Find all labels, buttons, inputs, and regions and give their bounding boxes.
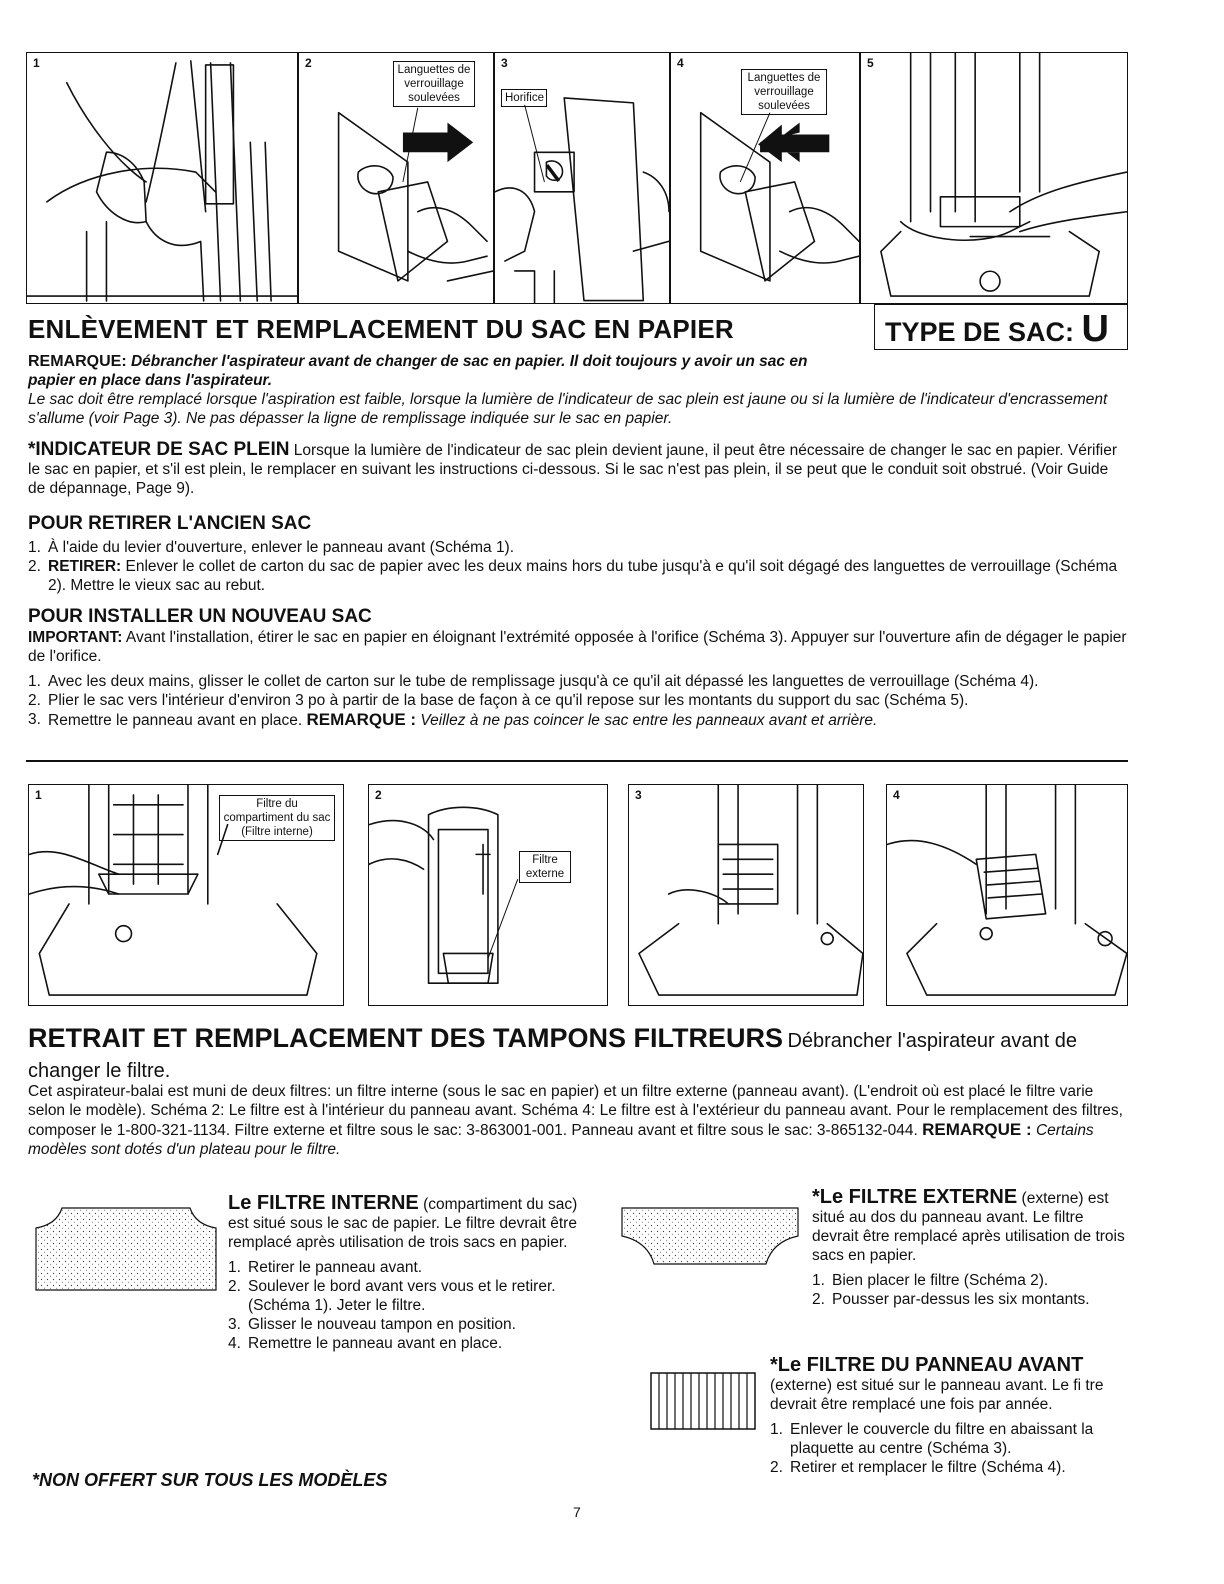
remove-title: POUR RETIRER L'ANCIEN SAC: [28, 513, 312, 534]
important-text: Avant l'installation, étirer le sac en papier en éloignant l'extrémité opposée à l'orifice (Schéma 3). Appuyer sur l'ouverture afin de dégager le papier de l'orifice.: [28, 629, 1127, 665]
figure-number: 2: [375, 788, 382, 802]
list-item: 2. Soulever le bord avant vers vous et le retirer. (Schéma 1). Jeter le filtre.: [228, 1278, 556, 1314]
external-filter-desc: [812, 1188, 1128, 1265]
bag-type-box: [874, 304, 1128, 350]
front-panel-filter-tail: (externe) est situé sur le panneau avant. Le fi tre devrait être remplacé une fois par année.: [770, 1377, 1104, 1413]
bag-removal-illustration: [299, 53, 493, 303]
callout-internal-filter: Filtre du compartiment du sac (Filtre interne): [219, 795, 335, 841]
section-divider: [26, 760, 1128, 762]
figure-bag-5: [860, 52, 1128, 304]
section2-title-tail: Débrancher l'aspirateur avant de changer le filtre.: [28, 1030, 1077, 1082]
figure-bag-3: [494, 52, 670, 304]
list-item: 2. Pousser par-dessus les six montants.: [812, 1291, 1090, 1308]
front-panel-filter-steps: [770, 1420, 1128, 1477]
callout-orifice: Horifice: [501, 89, 547, 107]
front-panel-filter-block: [770, 1356, 1128, 1477]
intro-remark-label: REMARQUE :: [922, 1120, 1032, 1139]
internal-filter-desc: [228, 1194, 600, 1252]
figure-filter-2: [368, 784, 608, 1006]
list-item: 4. Remettre le panneau avant en place.: [228, 1335, 503, 1352]
bag-type-value: U: [1081, 308, 1109, 350]
figure-filter-1: [28, 784, 344, 1006]
bag-install-illustration: [671, 53, 859, 303]
important-block: [28, 628, 1128, 666]
remark-block: [28, 352, 858, 390]
vacuum-illustration: [27, 53, 297, 303]
intro-text: Cet aspirateur-balai est muni de deux filtres: un filtre interne (sous le sac en papier) et un filtre externe (panneau avant). (L'endroit où est placé le filtre varie selon le modèle). Schéma 2: Le filtre est à l'intérieur du panneau avant. Schéma 4: Le filtre est à l'extérieur du panneau avant. Pour le remplacement des filtres, composer le 1-800-321-1134. Filtre externe et filtre sous le sac: 3-863001-001. Panneau avant et filtre sous le sac: 3-865132-044.: [28, 1083, 1123, 1139]
internal-filter-title: Le FILTRE INTERNE: [228, 1192, 419, 1214]
callout-external-filter: Filtre externe: [519, 851, 571, 883]
full-bag-indicator: [28, 440, 1128, 498]
external-filter-block: [812, 1188, 1128, 1309]
list-item: 1. À l'aide du levier d'ouverture, enlever le panneau avant (Schéma 1).: [28, 539, 515, 556]
footnote: *NON OFFERT SUR TOUS LES MODÈLES: [32, 1470, 388, 1490]
list-item: 1. Enlever le couvercle du filtre en abaissant la plaquette au centre (Schéma 3).: [770, 1421, 1094, 1457]
front-panel-filter-illustration: [887, 785, 1127, 1005]
install-title: POUR INSTALLER UN NOUVEAU SAC: [28, 606, 372, 627]
remark-italic: Le sac doit être remplacé lorsque l'aspiration est faible, lorsque la lumière de l'indicateur de sac plein est jaune ou si la lumière de l'indicateur d'encrassement s'allume (voir Page 3). Ne pas dépasser la ligne de remplissage indiquée sur le sac en papier.: [28, 391, 1108, 427]
figure-number: 4: [677, 56, 684, 70]
internal-filter-steps: [228, 1258, 600, 1353]
figure-number: 5: [867, 56, 874, 70]
figure-number: 1: [33, 56, 40, 70]
section2-heading: [28, 1024, 1128, 1087]
intro-remark-text: Certains modèles sont dotés d'un plateau pour le filtre.: [28, 1122, 1094, 1158]
figure-number: 2: [305, 56, 312, 70]
front-panel-filter-image: [650, 1372, 756, 1430]
list-item: 1. Bien placer le filtre (Schéma 2).: [812, 1272, 1049, 1289]
list-item: 1. Retirer le panneau avant.: [228, 1259, 423, 1276]
list-item: 1. Avec les deux mains, glisser le collet de carton sur le tube de remplissage jusqu'à ce qu'il ait dépassé les languettes de verrouillage (Schéma 4).: [28, 673, 1039, 690]
front-panel-filter-title: *Le FILTRE DU PANNEAU AVANT: [770, 1354, 1084, 1376]
callout-lock-tabs: Languettes de verrouillage soulevées: [393, 61, 475, 107]
figure-number: 3: [635, 788, 642, 802]
list-item: 3. Remettre le panneau avant en place. REMARQUE : Veillez à ne pas coincer le sac entre les panneaux avant et arrière.: [28, 710, 878, 729]
external-filter-title: *Le FILTRE EXTERNE: [812, 1186, 1018, 1208]
figure-number: 4: [893, 788, 900, 802]
page-number: 7: [573, 1504, 581, 1520]
external-filter-steps: [812, 1271, 1128, 1309]
bag-type-label: TYPE DE SAC:: [885, 317, 1075, 347]
figure-number: 1: [35, 788, 42, 802]
section1-title: ENLÈVEMENT ET REMPLACEMENT DU SAC EN PAPIER: [28, 314, 734, 344]
filter-intro-paragraph: [28, 1082, 1128, 1159]
list-item: 2. RETIRER: Enlever le collet de carton du sac de papier avec les deux mains hors du tube jusqu'à e qu'il soit dégagé des languettes de verrouillage (Schéma 2). Mettre le vieux sac au rebut.: [28, 558, 1118, 594]
callout-lock-tabs: Languettes de verrouillage soulevées: [741, 69, 827, 115]
remove-steps: [28, 538, 1128, 595]
figure-bag-1: [26, 52, 298, 304]
external-filter-pad-image: [620, 1206, 800, 1266]
external-filter-illustration: [369, 785, 607, 1005]
section2-title: RETRAIT ET REMPLACEMENT DES TAMPONS FILTREURS: [28, 1023, 783, 1053]
bag-stretch-illustration: [495, 53, 669, 303]
indicator-text: Lorsque la lumière de l'indicateur de sac plein devient jaune, il peut être nécessaire de changer le sac en papier. Vérifier le sac en papier, et s'il est plein, le remplacer en suivant les instructions ci-dessous. Si le sac n'est pas plein, il se peut que le conduit soit obstrué. (Voir Guide de dépannage, Page 9).: [28, 442, 1117, 497]
remark-label: REMARQUE:: [28, 353, 127, 370]
list-item: 2. Retirer et remplacer le filtre (Schéma 4).: [770, 1459, 1066, 1476]
internal-filter-illustration: [29, 785, 343, 1005]
install-steps: [28, 672, 1128, 730]
figure-bag-4: [670, 52, 860, 304]
list-item: 3. Glisser le nouveau tampon en position.: [228, 1316, 516, 1333]
remark-text: Débrancher l'aspirateur avant de changer de sac en papier. Il doit toujours y avoir un sac en papier en place dans l'aspirateur.: [28, 353, 808, 389]
internal-filter-block: [228, 1194, 600, 1353]
figure-number: 3: [501, 56, 508, 70]
internal-filter-pad-image: [34, 1206, 218, 1292]
bag-fold-illustration: [861, 53, 1127, 303]
front-panel-cover-illustration: [629, 785, 863, 1005]
external-filter-tail: (externe) est situé au dos du panneau avant. Le filtre devrait être remplacé après utilisation de trois sacs en papier.: [812, 1190, 1125, 1264]
front-panel-filter-desc: [770, 1356, 1128, 1414]
figure-filter-3: [628, 784, 864, 1006]
indicator-label: *INDICATEUR DE SAC PLEIN: [28, 439, 290, 460]
internal-filter-tail: (compartiment du sac) est situé sous le sac de papier. Le filtre devrait être remplacé après utilisation de trois sacs en papier.: [228, 1196, 578, 1251]
figure-filter-4: [886, 784, 1128, 1006]
figure-bag-2: [298, 52, 494, 304]
list-item: 2. Plier le sac vers l'intérieur d'environ 3 po à partir de la base de façon à ce qu'il repose sur les montants du support du sac (Schéma 5).: [28, 692, 969, 709]
important-label: IMPORTANT:: [28, 629, 123, 646]
